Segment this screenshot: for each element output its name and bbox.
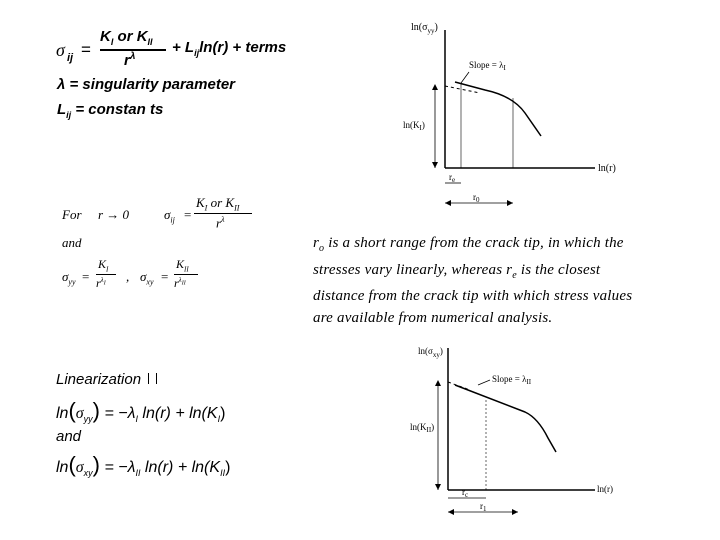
arrow-down-icon [435, 484, 441, 490]
line-text: stresses vary linearly, whereas r [313, 261, 513, 278]
stress-curve [455, 385, 556, 452]
r1-denominator [96, 276, 106, 291]
comma: , [126, 269, 130, 284]
rc-label: $r_c$ [462, 487, 469, 499]
linearization-equation-2 [56, 452, 230, 478]
k-subscript: I [106, 265, 109, 274]
description-line: distance from the crack tip with which stress values [313, 288, 633, 304]
plus-l-text: + L [172, 39, 195, 56]
fraction-numerator [196, 195, 239, 213]
limit-block [60, 195, 290, 305]
fraction-bar [174, 274, 198, 275]
lambda-exponent: λ [129, 51, 136, 62]
lambda-subscript: II [181, 280, 186, 287]
r-symbol: r [96, 276, 101, 290]
sigma-char: σ [75, 459, 84, 476]
r-subscript: e [512, 269, 517, 281]
k-symbol: K [196, 195, 205, 210]
for-label: For [62, 207, 82, 222]
log-stress-plot-mode-2 [400, 340, 640, 530]
arrow-down-icon [432, 162, 438, 168]
description-line: are available from numerical analysis. [313, 309, 553, 326]
re-label: $r_e$ [449, 172, 456, 184]
equals-sign: = [82, 269, 90, 284]
constants-text: = constan ts [71, 101, 164, 118]
intercept-label: $\ln(K_{II})$ [410, 422, 435, 434]
or-text: or K [207, 195, 235, 210]
right-paren: ) [92, 398, 100, 423]
sigma-xy [140, 269, 154, 287]
sigma-char: σ [75, 405, 84, 422]
rhs-text: = −λ [104, 405, 136, 422]
slope-label: Slope = $\lambda_I$ [469, 60, 506, 72]
k-subscript: I [217, 414, 221, 425]
fraction-bar [194, 213, 252, 214]
arrow-left-icon [448, 509, 454, 515]
fraction-bar [96, 274, 116, 275]
equals-sign: = [184, 207, 192, 222]
k2-numerator [176, 257, 189, 273]
rhs-rest-text: ln(r) + ln(K [140, 459, 221, 476]
ln-text: ln [56, 459, 69, 476]
r-symbol: r [174, 276, 179, 290]
linearization-marker [156, 373, 157, 384]
k-subscript: II [220, 468, 226, 479]
sigma-subscript: ij [67, 52, 74, 64]
slope-pointer [478, 380, 490, 385]
r-symbol: r [313, 235, 320, 251]
k-subscript: I [204, 203, 208, 213]
y-axis-label: $\ln(\sigma_{xy})$ [418, 346, 443, 359]
fraction-denominator [124, 51, 135, 69]
lambda-subscript: I [103, 280, 106, 287]
right-paren: ) [220, 405, 226, 422]
sigma-subscript: yy [68, 277, 76, 287]
k-subscript: II [184, 265, 189, 274]
log-stress-plot-mode-1 [395, 18, 635, 218]
right-paren: ) [225, 459, 231, 476]
arrow-up-icon [432, 84, 438, 90]
sigma-subscript: xy [146, 277, 154, 287]
lij-definition [57, 101, 163, 120]
x-axis-label: ln(r) [598, 163, 616, 174]
or-text: or K [113, 28, 148, 45]
k-symbol: K [176, 257, 185, 271]
r1-label: $r_1$ [480, 501, 487, 513]
intercept-label: $\ln(K_I)$ [403, 120, 425, 132]
r2-denominator [174, 276, 186, 291]
and-label: and [56, 428, 82, 445]
r-symbol: r [124, 52, 130, 69]
l-subscript: ij [194, 48, 200, 58]
left-paren: ( [68, 398, 76, 423]
asymptotic-stress-equation [56, 28, 296, 72]
description-line [313, 233, 713, 260]
k-subscript: I [110, 37, 114, 47]
arrow-right-icon [507, 200, 513, 206]
sigma-subscript: xy [83, 468, 93, 479]
slope-label: Slope = $\lambda_{II}$ [492, 374, 532, 386]
equals-sign: = [161, 269, 169, 284]
l-subscript: ij [66, 110, 72, 120]
arrow-left-icon [445, 200, 451, 206]
limit-condition: r → 0 [98, 207, 130, 222]
sigma-char: σ [62, 269, 69, 284]
lambda-exponent: λ [221, 215, 225, 224]
ln-text: ln [56, 405, 69, 422]
arrow-up-icon [435, 380, 441, 386]
rhs-rest-text: ln(r) + ln(K [137, 405, 218, 422]
lambda-exponent [100, 276, 106, 287]
sigma-subscript: yy [83, 414, 93, 425]
log-rest-text: ln(r) + terms [199, 39, 287, 56]
k-symbol: K [98, 257, 107, 271]
k-subscript: II [234, 203, 240, 213]
linearization-equation-1 [56, 398, 225, 424]
rhs-text: = −λ [104, 459, 136, 476]
description-paragraph [313, 233, 713, 329]
line-text: is a short range from the crack tip, in which the [324, 235, 624, 251]
sigma-symbol [164, 207, 175, 225]
lambda-definition: λ = singularity parameter [57, 76, 235, 93]
l-symbol: L [57, 101, 67, 118]
sigma-yy [62, 269, 76, 287]
and-label: and [62, 235, 82, 250]
x-axis-label: ln(r) [597, 484, 613, 494]
log-term [172, 39, 286, 58]
ro-label: $r_0$ [473, 192, 480, 204]
sigma-symbol: σ [56, 40, 65, 60]
sigma-char: σ [164, 207, 171, 222]
description-line [313, 260, 713, 287]
linearization-title: Linearization [56, 371, 142, 388]
k1-numerator [98, 257, 108, 273]
equals-sign: = [81, 40, 91, 59]
arrow-right-icon [512, 509, 518, 515]
slope-pointer [461, 72, 469, 83]
line-text: is the closest [516, 261, 601, 278]
r-subscript: o [319, 243, 325, 254]
lambda-char: λ [178, 276, 182, 284]
lambda-subscript: I [135, 414, 138, 425]
fraction-numerator [100, 28, 153, 47]
y-axis-label: $\ln(\sigma_{yy})$ [411, 22, 438, 35]
k-subscript: II [147, 37, 153, 47]
right-paren: ) [92, 452, 100, 477]
fraction-denominator [216, 215, 225, 231]
lambda-subscript: II [135, 468, 141, 479]
left-paren: ( [68, 452, 76, 477]
lambda-char: λ [100, 276, 104, 284]
k-symbol: K [100, 28, 111, 45]
lambda-exponent [178, 276, 186, 287]
sigma-subscript: ij [170, 215, 175, 225]
stress-curve [455, 82, 541, 136]
r-symbol: r [216, 215, 222, 231]
linearization-marker [148, 373, 149, 384]
sigma-char: σ [140, 269, 147, 284]
